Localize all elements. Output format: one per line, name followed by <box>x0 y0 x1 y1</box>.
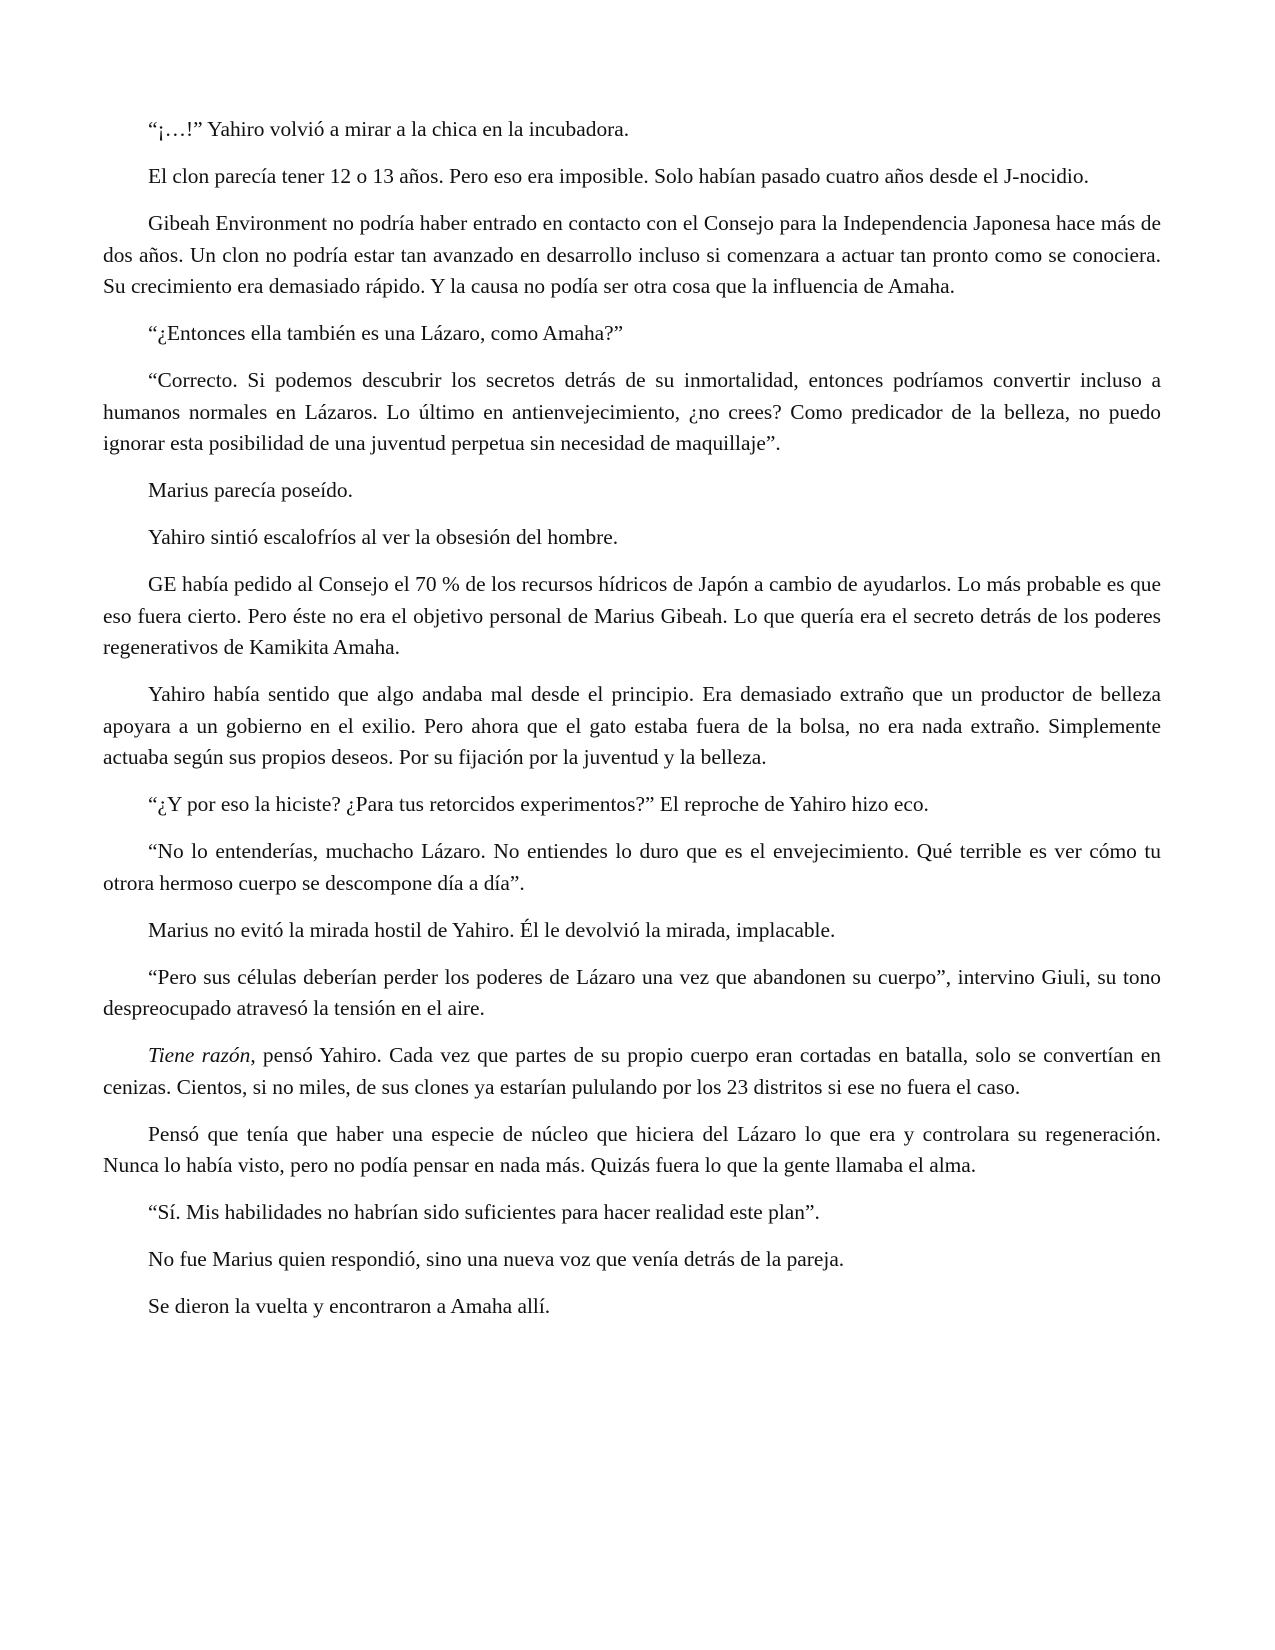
paragraph-10: “¿Y por eso la hiciste? ¿Para tus retorcidos experimentos?” El reproche de Yahiro hizo eco. <box>148 792 929 816</box>
paragraph-13: “Pero sus células deberían perder los poderes de Lázaro una vez que abandonen su cuerpo”, intervino Giuli, su tono despreocupado atravesó la tensión en el aire. <box>103 964 1161 1020</box>
paragraph-16: “Sí. Mis habilidades no habrían sido suficientes para hacer realidad este plan”. <box>148 1200 820 1224</box>
paragraph-14 <box>103 1040 1161 1103</box>
paragraph-15: Pensó que tenía que haber una especie de núcleo que hiciera del Lázaro lo que era y controlara su regeneración. Nunca lo había visto, pero no podía pensar en nada más. Quizás fuera lo que la gente llamaba el alma. <box>103 1121 1161 1177</box>
paragraph-14-text: , pensó Yahiro. Cada vez que partes de su propio cuerpo eran cortadas en batalla, solo se convertían en cenizas. Cientos, si no miles, de sus clones ya estarían pululando por los 23 distritos si ese no fuera el caso. <box>103 1043 1161 1099</box>
paragraph-12: Marius no evitó la mirada hostil de Yahiro. Él le devolvió la mirada, implacable. <box>148 917 836 942</box>
paragraph-8: GE había pedido al Consejo el 70 % de los recursos hídricos de Japón a cambio de ayudarlos. Lo más probable es que eso fuera cierto. Pero éste no era el objetivo personal de Marius Gibeah. Lo que quería era el secreto detrás de los poderes regenerativos de Kamikita Amaha. <box>103 572 1161 659</box>
paragraph-11: “No lo entenderías, muchacho Lázaro. No entiendes lo duro que es el envejecimiento. Qué terrible es ver cómo tu otrora hermoso cuerpo se descompone día a día”. <box>103 839 1161 895</box>
paragraph-6: Marius parecía poseído. <box>148 478 353 502</box>
paragraph-1: “¡…!” Yahiro volvió a mirar a la chica en la incubadora. <box>148 117 630 141</box>
paragraph-17: No fue Marius quien respondió, sino una nueva voz que venía detrás de la pareja. <box>148 1247 845 1271</box>
paragraph-18: Se dieron la vuelta y encontraron a Amaha allí. <box>148 1294 551 1318</box>
document-page <box>103 114 1161 1338</box>
paragraph-3: Gibeah Environment no podría haber entrado en contacto con el Consejo para la Independencia Japonesa hace más de dos años. Un clon no podría estar tan avanzado en desarrollo incluso si comenzara a actuar tan pronto como se conociera. Su crecimiento era demasiado rápido. Y la causa no podía ser otra cosa que la influencia de Amaha. <box>103 211 1161 298</box>
paragraph-4: “¿Entonces ella también es una Lázaro, como Amaha?” <box>148 321 624 345</box>
paragraph-7: Yahiro sintió escalofríos al ver la obsesión del hombre. <box>148 525 619 549</box>
paragraph-5: “Correcto. Si podemos descubrir los secretos detrás de su inmortalidad, entonces podríamos convertir incluso a humanos normales en Lázaros. Lo último en antienvejecimiento, ¿no crees? Como predicador de la belleza, no puedo ignorar esta posibilidad de una juventud perpetua sin necesidad de maquillaje”. <box>103 368 1161 455</box>
paragraph-2: El clon parecía tener 12 o 13 años. Pero eso era imposible. Solo habían pasado cuatro años desde el J-nocidio. <box>148 164 1089 188</box>
paragraph-14-italic: Tiene razón <box>148 1043 251 1067</box>
paragraph-9: Yahiro había sentido que algo andaba mal desde el principio. Era demasiado extraño que un productor de belleza apoyara a un gobierno en el exilio. Pero ahora que el gato estaba fuera de la bolsa, no era nada extraño. Simplemente actuaba según sus propios deseos. Por su fijación por la juventud y la belleza. <box>103 682 1161 769</box>
